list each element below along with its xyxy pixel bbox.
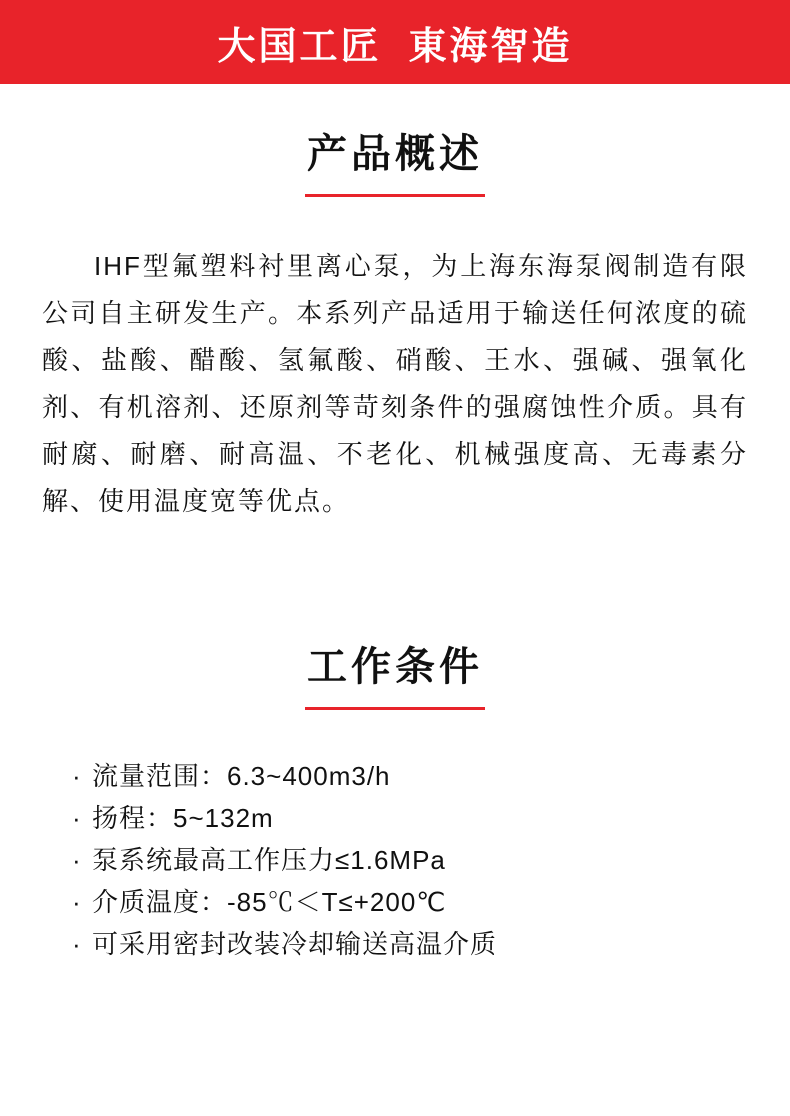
bullet-icon: · bbox=[72, 761, 82, 791]
overview-title-underline bbox=[305, 194, 485, 197]
overview-paragraph: IHF型氟塑料衬里离心泵，为上海东海泵阀制造有限公司自主研发生产。本系列产品适用于输送任何浓度的硫酸、盐酸、醋酸、氢氟酸、硝酸、王水、强碱、强氧化剂、有机溶剂、还原剂等苛刻条件的强腐蚀性介质。具有耐腐、耐磨、耐高温、不老化、机械强度高、无毒素分解、使用温度宽等优点。 bbox=[42, 251, 748, 516]
spacer-before-list bbox=[42, 710, 748, 756]
list-item-label: 流量范围：6.3~400m3/h bbox=[92, 761, 391, 791]
list-item bbox=[72, 882, 748, 923]
working-conditions-section bbox=[0, 643, 790, 965]
working-conditions-title: 工作条件 bbox=[307, 645, 483, 689]
overview-title: 产品概述 bbox=[307, 132, 483, 176]
section-spacer bbox=[0, 525, 790, 643]
list-item bbox=[72, 798, 748, 839]
list-item-label: 泵系统最高工作压力≤1.6MPa bbox=[92, 845, 446, 875]
list-item bbox=[72, 924, 748, 965]
bullet-icon: · bbox=[72, 929, 82, 959]
list-item-label: 扬程：5~132m bbox=[92, 803, 274, 833]
list-item-label: 可采用密封改装冷却输送高温介质 bbox=[92, 929, 498, 959]
bullet-icon: · bbox=[72, 887, 82, 917]
list-item bbox=[72, 840, 748, 881]
working-conditions-header bbox=[42, 643, 748, 710]
product-overview-section bbox=[0, 84, 790, 525]
overview-header bbox=[42, 130, 748, 197]
list-item bbox=[72, 756, 748, 797]
top-brand-banner bbox=[0, 0, 790, 84]
working-conditions-list bbox=[42, 756, 748, 965]
bullet-icon: · bbox=[72, 803, 82, 833]
list-item-label: 介质温度：-85℃＜T≤+200℃ bbox=[92, 887, 447, 917]
brand-slogan: 大国工匠 東海智造 bbox=[217, 25, 573, 68]
spacer-before-overview-title bbox=[42, 84, 748, 130]
bullet-icon: · bbox=[72, 845, 82, 875]
